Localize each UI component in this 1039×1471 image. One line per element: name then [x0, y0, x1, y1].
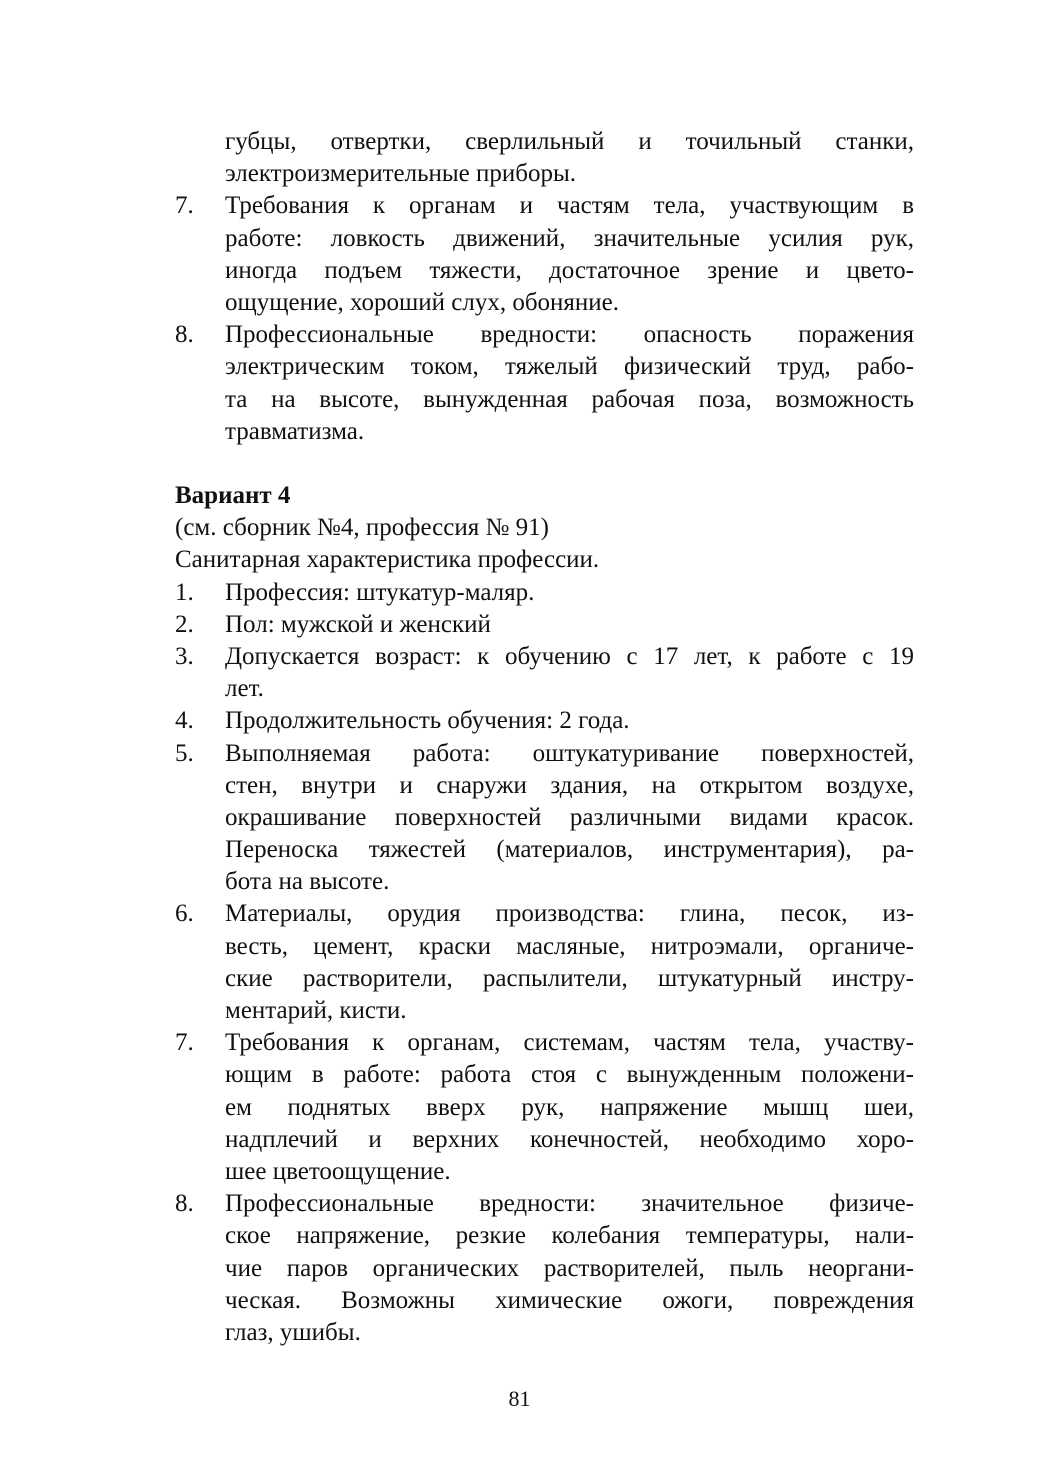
text-line: Пол: мужской и женский: [225, 610, 491, 638]
list-item: [175, 898, 914, 1027]
list-item-number: 5.: [175, 739, 194, 767]
list-item: [175, 319, 914, 448]
text-line: ощущение, хороший слух, обоняние.: [225, 288, 620, 316]
list-item-number: 3.: [175, 642, 194, 670]
text-line: ческая. Возможны химические ожоги, повреждения: [225, 1286, 914, 1314]
text-line: глаз, ушибы.: [225, 1318, 361, 1346]
list-item-number: 1.: [175, 578, 194, 606]
text-line: электрическим током, тяжелый физический труд, рабо-: [225, 353, 914, 381]
list-item: [175, 577, 914, 609]
text-line: губцы, отвертки, сверлильный и точильный станки,: [225, 128, 914, 155]
text-line: лет.: [225, 675, 264, 703]
text-line: электроизмерительные приборы.: [225, 160, 577, 188]
list-item-number: 7.: [175, 1029, 194, 1057]
list-item: [175, 190, 914, 319]
text-line: надплечий и верхних конечностей, необходимо хоро-: [225, 1125, 914, 1153]
text-line: Выполняемая работа: оштукатуривание поверхностей,: [225, 739, 914, 767]
text-line: Переноска тяжестей (материалов, инструментария), ра-: [225, 836, 914, 864]
text-line: Профессиональные вредности: опасность поражения: [225, 321, 914, 349]
upper-section: [175, 126, 914, 448]
text-line: та на высоте, вынужденная рабочая поза, возможность: [225, 385, 914, 413]
list-item-number: 8.: [175, 321, 194, 349]
list-item: [175, 609, 914, 641]
text-line: Продолжительность обучения: 2 года.: [225, 707, 630, 735]
list-item-number: 8.: [175, 1190, 194, 1218]
page-number: 81: [508, 1386, 531, 1411]
list-item-number: 6.: [175, 900, 194, 928]
text-line: стен, внутри и снаружи здания, на открытом воздухе,: [225, 771, 914, 799]
variant-heading: Вариант 4: [175, 482, 291, 509]
variant-reference: (см. сборник №4, профессия № 91): [175, 514, 549, 542]
variant-subtitle: Санитарная характеристика профессии.: [175, 546, 600, 574]
list-item: [175, 1188, 914, 1349]
variant-section: [175, 480, 914, 1349]
list-item: [175, 1027, 914, 1188]
text-line: чие паров органических растворителей, пыль неоргани-: [225, 1254, 914, 1282]
text-line: окрашивание поверхностей различными видами красок.: [225, 803, 914, 831]
text-line: Материалы, орудия производства: глина, песок, из-: [225, 900, 914, 928]
text-line: весть, цемент, краски масляные, нитроэмали, органиче-: [225, 932, 914, 960]
text-line: бота на высоте.: [225, 868, 390, 896]
text-line: ем поднятых вверх рук, напряжение мышц шеи,: [225, 1093, 914, 1121]
text-line: работе: ловкость движений, значительные усилия рук,: [225, 224, 914, 252]
text-line: Профессия: штукатур-маляр.: [225, 578, 535, 606]
list-item-number: 2.: [175, 610, 194, 638]
text-line: Требования к органам и частям тела, участвующим в: [225, 192, 914, 220]
list-item-number: 7.: [175, 192, 194, 220]
text-line: ское напряжение, резкие колебания температуры, нали-: [225, 1222, 914, 1250]
text-line: шее цветоощущение.: [225, 1157, 451, 1185]
text-line: ские растворители, распылители, штукатурный инстру-: [225, 964, 914, 992]
list-item: [175, 641, 914, 705]
text-line: ющим в работе: работа стоя с вынужденным положени-: [225, 1061, 914, 1089]
text-line: ментарий, кисти.: [225, 997, 407, 1024]
text-line: Допускается возраст: к обучению с 17 лет, к работе с 19: [225, 642, 914, 670]
text-line: травматизма.: [225, 417, 365, 445]
text-line: иногда подъем тяжести, достаточное зрение и цвето-: [225, 256, 914, 284]
list-item-number: 4.: [175, 707, 194, 735]
list-item: [175, 738, 914, 899]
text-line: Профессиональные вредности: значительное физиче-: [225, 1190, 914, 1218]
list-item: [175, 705, 914, 737]
text-line: Требования к органам, системам, частям тела, участву-: [225, 1029, 914, 1057]
